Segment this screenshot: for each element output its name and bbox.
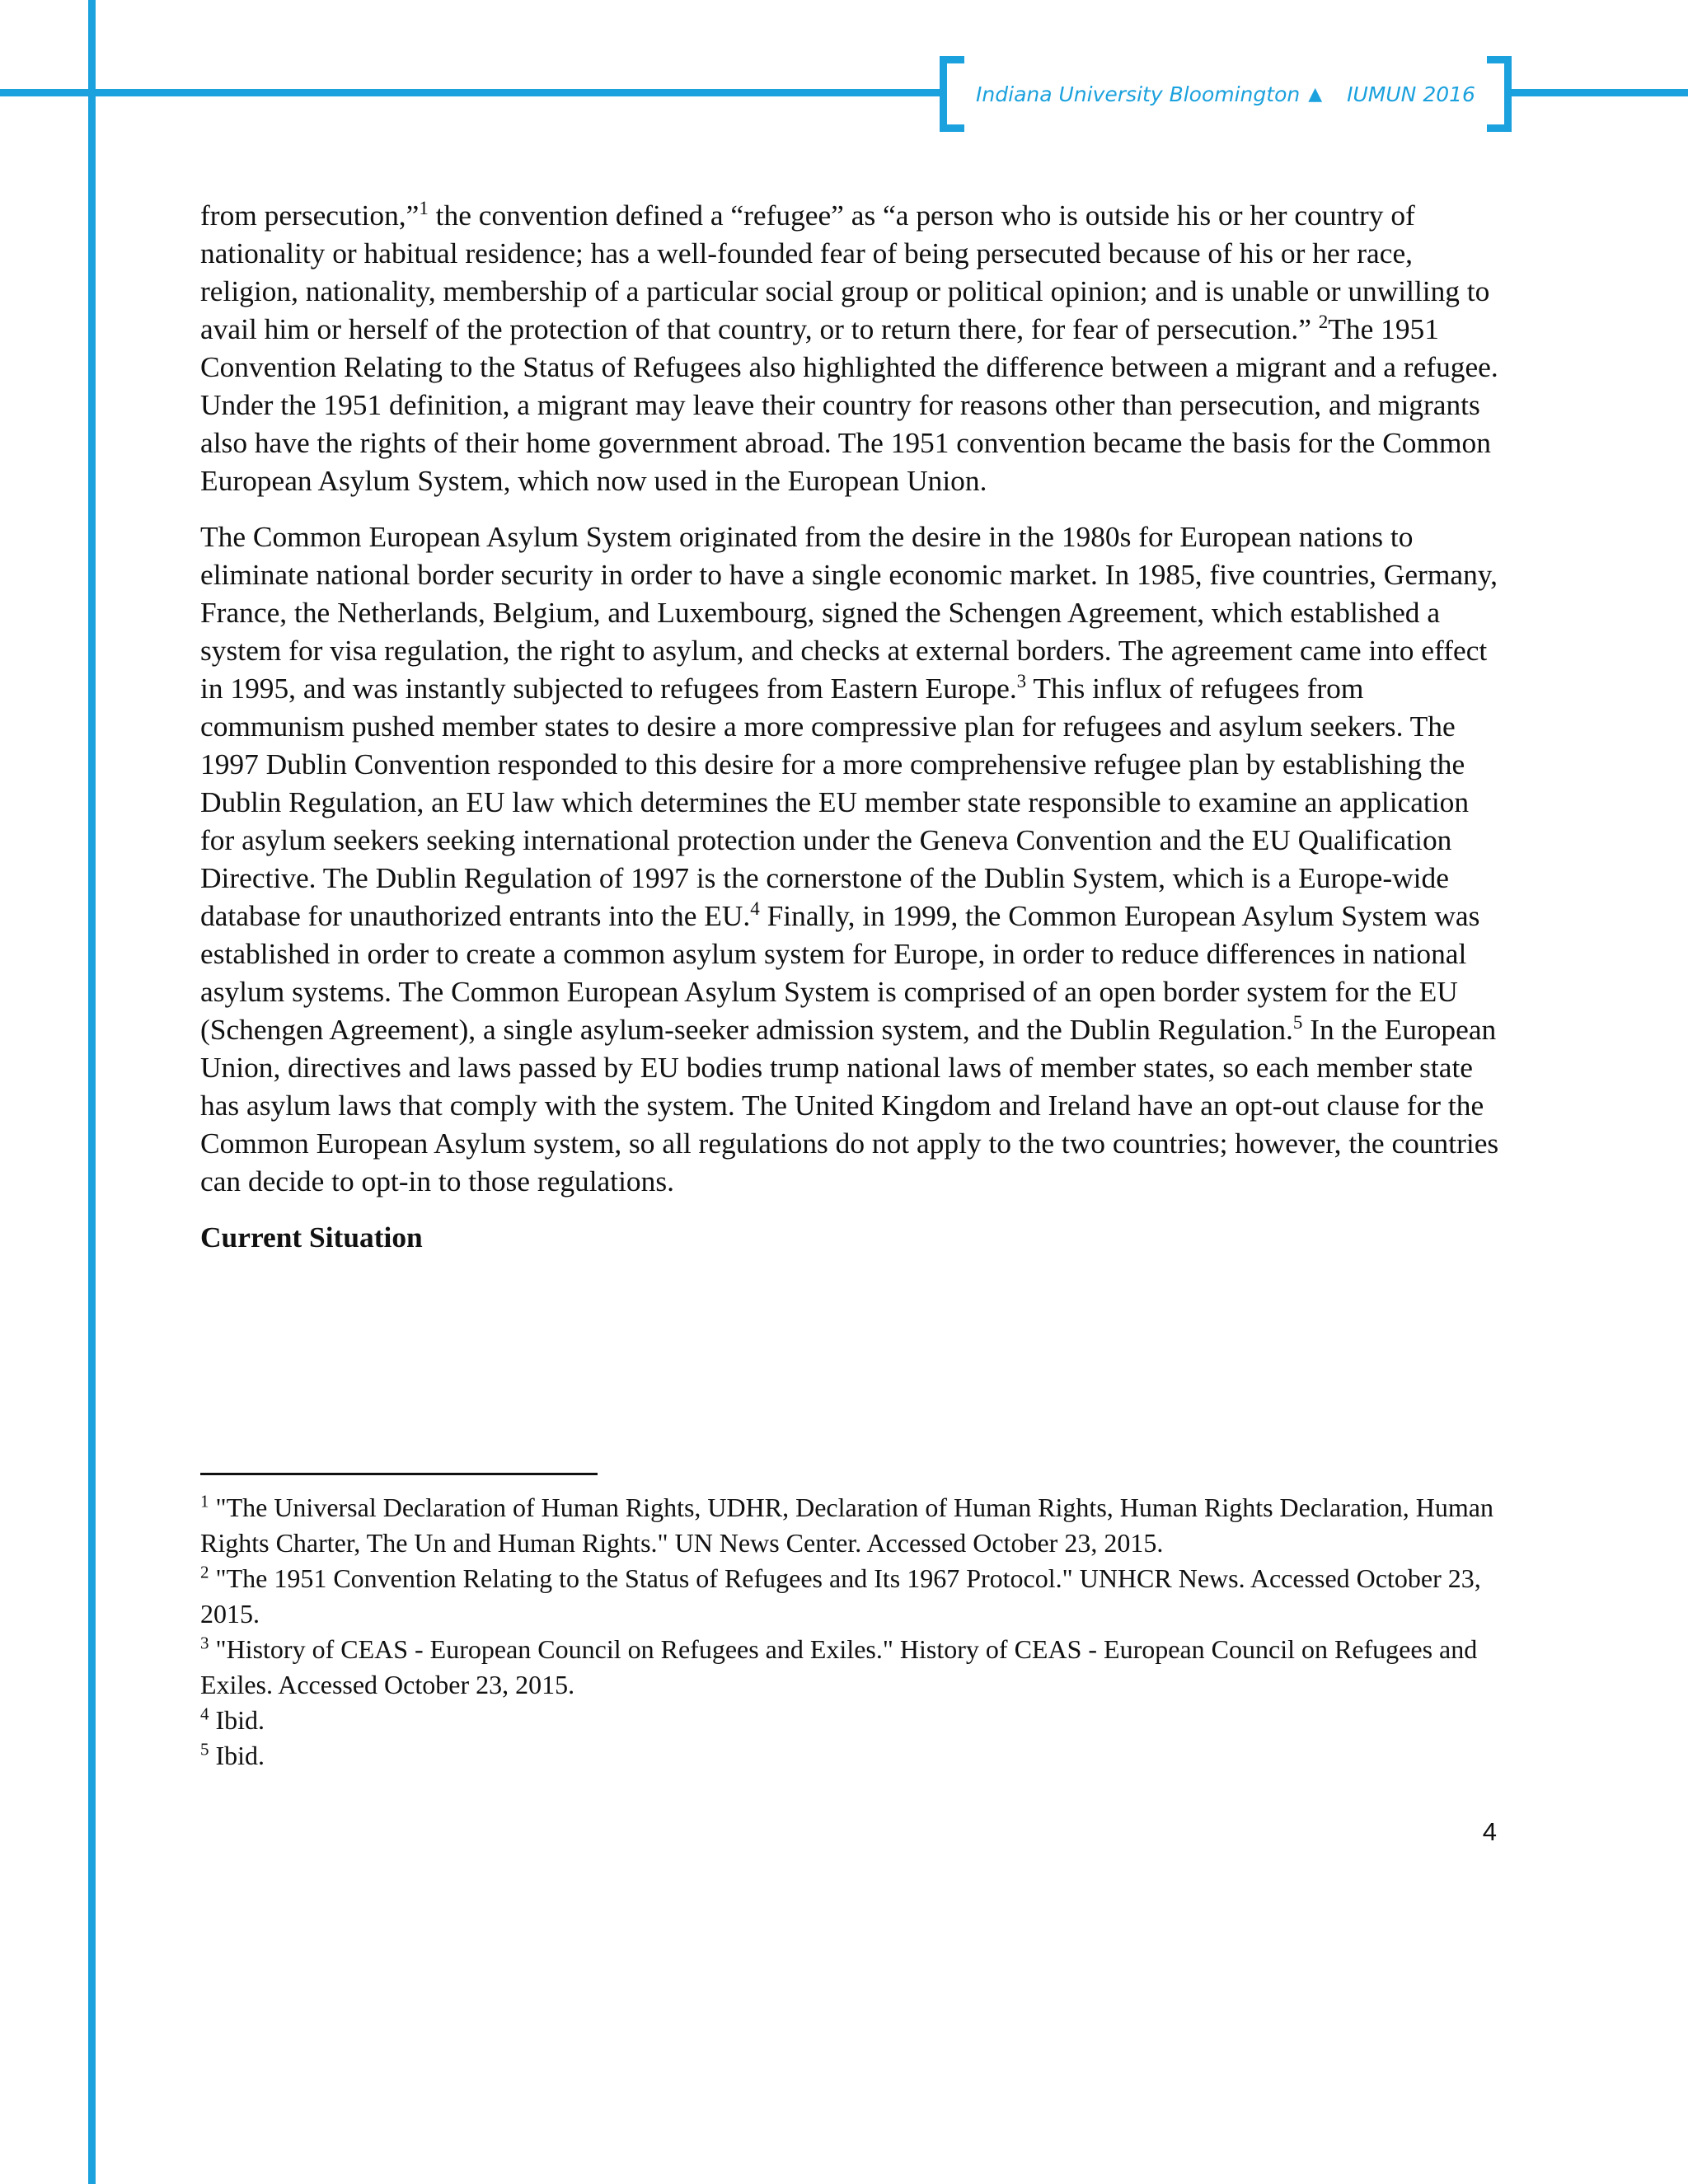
text-span: The Common European Asylum System originated from the desire in the 1980s for European nations to eliminate national border security in order to have a single economic market. In 1985, five countries, Germany, France, the Netherlands, Belgium, and Luxembourg, signed the Schengen Agreement, which established a system for visa regulation, the right to asylum, and checks at external borders. The agreement came into effect in 1995, and was instantly subjected to refugees from Eastern Europe. [200,520,1498,705]
footnote-number: 5 [200,1739,209,1760]
footnote-2 [200,1561,1503,1632]
footnote-3 [200,1632,1503,1703]
footnote-5 [200,1738,1503,1774]
footnote-text: "History of CEAS - European Council on Refugees and Exiles." History of CEAS - European Council on Refugees and Exiles. Accessed October 23, 2015. [200,1634,1478,1699]
section-heading: Current Situation [200,1221,423,1254]
text-span: In the European Union, directives and laws passed by EU bodies trump national laws of member states, so each member state has asylum laws that comply with the system. The United Kingdom and Ireland have an opt-out clause for the Common European Asylum system, so all regulations do not apply to the two countries; however, the countries can decide to opt-in to those regulations. [200,1013,1499,1197]
footnote-4 [200,1703,1503,1738]
header-left-bracket [940,56,964,132]
footnote-number: 4 [200,1704,209,1724]
footnote-ref-1: 1 [419,198,429,219]
footnote-text: "The 1951 Convention Relating to the Status of Refugees and Its 1967 Protocol." UNHCR News. Accessed October 23, 2015. [200,1563,1481,1629]
page-number: 4 [1482,1817,1497,1846]
text-span: This influx of refugees from communism pushed member states to desire a more compressive plan for refugees and asylum seekers. The 1997 Dublin Convention responded to this desire for a more comprehensive refugee plan by establishing the Dublin Regulation, an EU law which determines the EU member state responsible to examine an application for asylum seekers seeking international protection under the Geneva Convention and the EU Qualification Directive. The Dublin Regulation of 1997 is the cornerstone of the Dublin System, which is a Europe-wide database for unauthorized entrants into the EU. [200,672,1470,932]
text-span: from persecution,” [200,199,420,232]
footnote-ref-2: 2 [1318,312,1329,333]
footnote-ref-4: 4 [750,898,760,920]
footnote-number: 3 [200,1633,209,1653]
triangle-icon: ▲ [1308,83,1323,105]
footnote-number: 1 [200,1491,209,1511]
body-paragraph-2 [200,518,1503,1200]
footnote-number: 2 [200,1562,209,1582]
header-university: Indiana University Bloomington [976,82,1301,106]
footnote-ref-3: 3 [1016,671,1027,692]
document-body [200,196,1503,1256]
header-right-bracket [1487,56,1512,132]
text-span: The 1951 Convention Relating to the Status of Refugees also highlighted the difference between a migrant and a refugee. Under the 1951 definition, a migrant may leave their country for reasons other than persecution, and migrants also have the rights of their home government abroad. The 1951 convention became the basis for the Common European Asylum System, which now used in the European Union. [200,312,1498,497]
footnote-1 [200,1490,1503,1561]
left-accent-line [88,0,96,2184]
footnote-text: "The Universal Declaration of Human Rights, UDHR, Declaration of Human Rights, Human Rights Declaration, Human Rights Charter, The Un and Human Rights." UN News Center. Accessed October 23, 2015. [200,1493,1493,1558]
footnote-text: Ibid. [209,1705,265,1735]
page-header [964,63,1487,125]
header-conference: IUMUN 2016 [1347,82,1475,106]
text-span: the convention defined a “refugee” as “a person who is outside his or her country of nationality or habitual residence; has a well-founded fear of being persecuted because of his or her race, religion, nationality, membership of a particular social group or political opinion; and is unable or unwilling to avail him or herself of the protection of that country, or to return there, for fear of persecution.” [200,199,1490,345]
footnotes [200,1490,1503,1774]
footnote-separator [200,1473,598,1475]
body-paragraph-1 [200,196,1503,499]
text-span: Finally, in 1999, the Common European Asylum System was established in order to create a common asylum system for Europe, in order to reduce differences in national asylum systems. The Common European Asylum System is comprised of an open border system for the EU (Schengen Agreement), a single asylum-seeker admission system, and the Dublin Regulation. [200,899,1480,1046]
footnote-ref-5: 5 [1292,1012,1303,1033]
footnote-text: Ibid. [209,1741,265,1770]
